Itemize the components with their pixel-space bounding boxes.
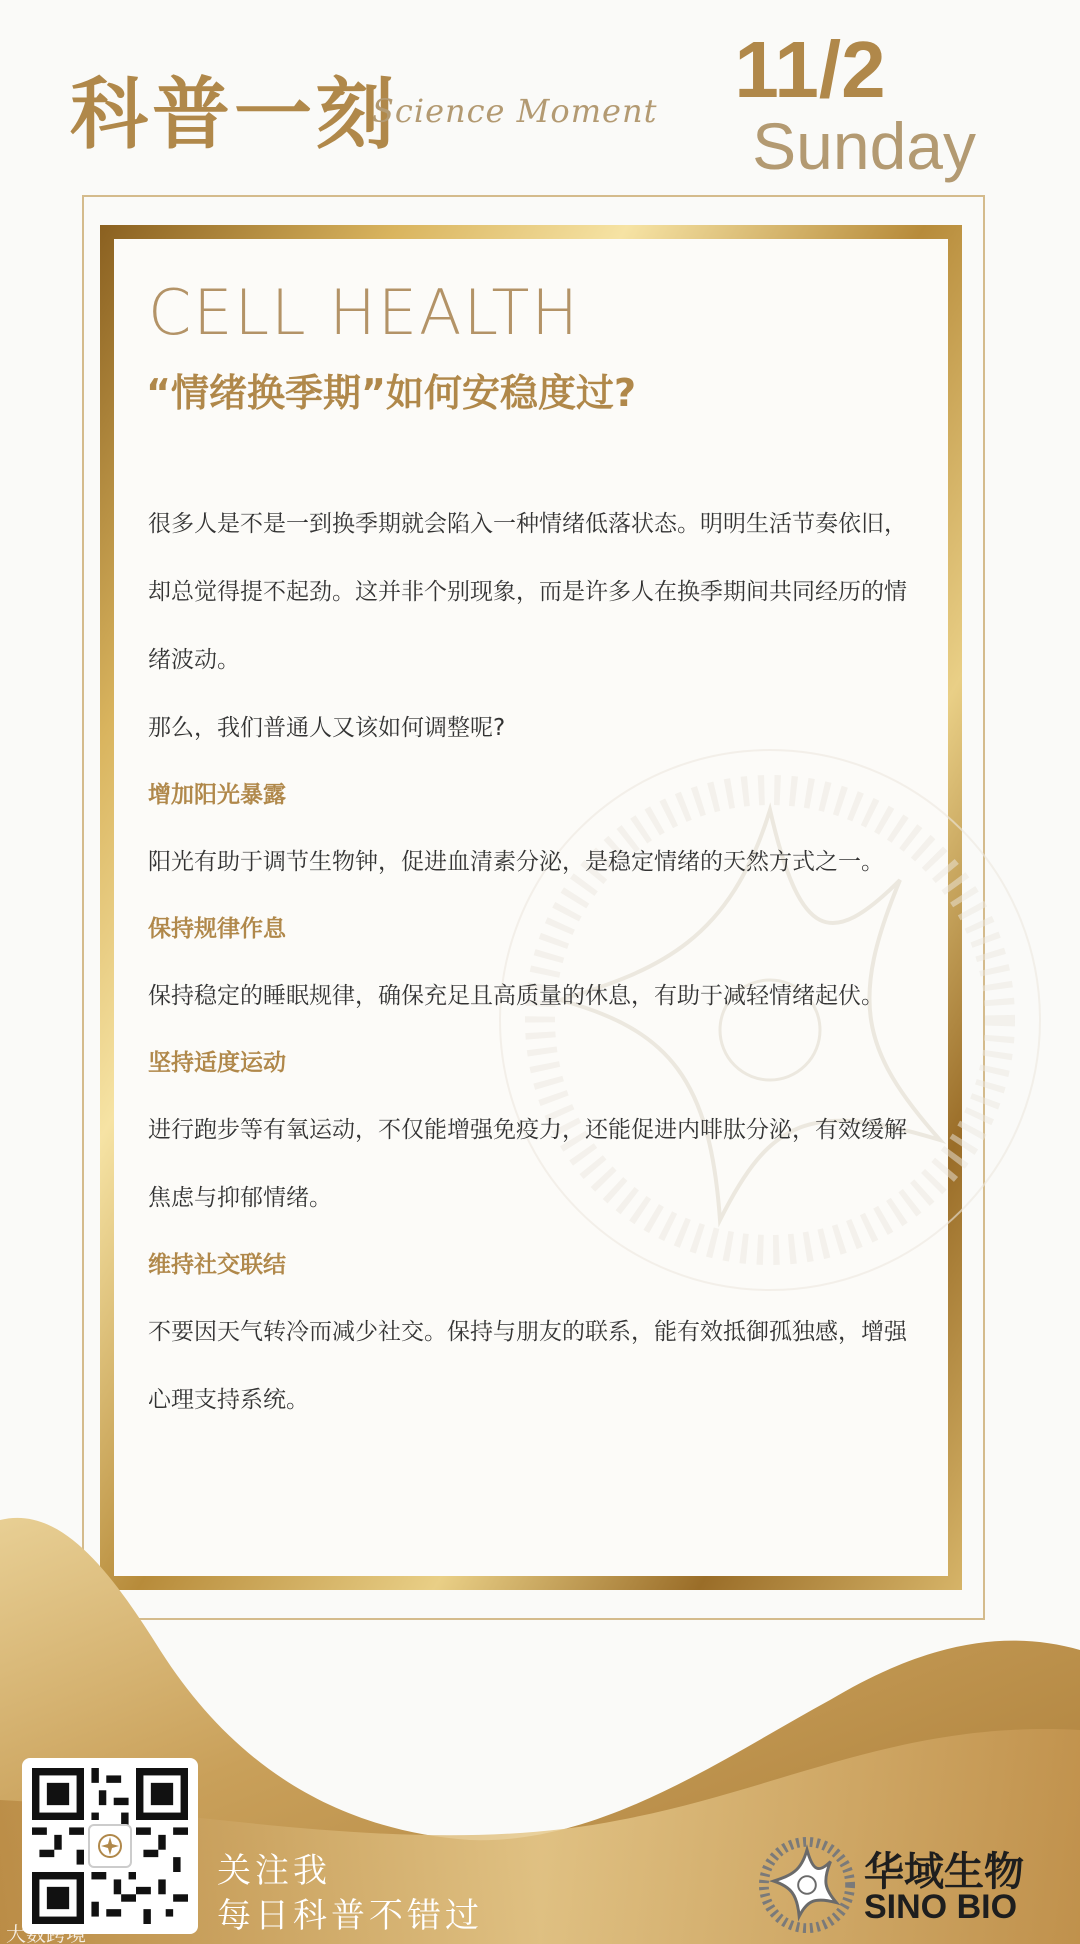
- intro-question: 那么，我们普通人又该如何调整呢?: [148, 715, 506, 741]
- date-number: 11/2: [734, 25, 886, 114]
- page-subtitle: Science Moment: [372, 92, 658, 130]
- section-text: 进行跑步等有氧运动，不仅能增强免疫力，还能促进内啡肽分泌，有效缓解焦虑与抑郁情绪。: [148, 1117, 907, 1211]
- section-title: 增加阳光暴露: [148, 782, 286, 808]
- qr-code[interactable]: [22, 1758, 198, 1934]
- section-title: 坚持适度运动: [148, 1050, 286, 1076]
- brand-name-en: SINO BIO: [864, 1888, 1018, 1926]
- section-text: 不要因天气转冷而减少社交。保持与朋友的联系，能有效抵御孤独感，增强心理支持系统。: [148, 1319, 907, 1413]
- date-weekday: Sunday: [752, 109, 976, 183]
- intro-paragraph: 很多人是不是一到换季期就会陷入一种情绪低落状态。明明生活节奏依旧，却总觉得提不起劲。这并非个别现象，而是许多人在换季期间共同经历的情绪波动。: [148, 511, 907, 673]
- article-body: [148, 490, 918, 1434]
- follow-text: 关注我: [217, 1851, 331, 1891]
- brand-name-cn: 华域生物: [864, 1849, 1024, 1895]
- section-title: 保持规律作息: [148, 916, 286, 942]
- article-headline: “情绪换季期”如何安稳度过?: [146, 371, 636, 415]
- qr-center-logo-icon: [88, 1824, 132, 1868]
- brand-logo-icon: [758, 1836, 856, 1934]
- source-credit: 大数跨境: [6, 1922, 86, 1944]
- section-text: 保持稳定的睡眠规律，确保充足且高质量的休息，有助于减轻情绪起伏。: [148, 983, 884, 1009]
- section-text: 阳光有助于调节生物钟，促进血清素分泌，是稳定情绪的天然方式之一。: [148, 849, 884, 875]
- page-title: 科普一刻: [70, 69, 399, 160]
- follow-subtext: 每日科普不错过: [217, 1896, 483, 1936]
- section-kicker: CELL HEALTH: [148, 276, 580, 349]
- section-title: 维持社交联结: [148, 1252, 286, 1278]
